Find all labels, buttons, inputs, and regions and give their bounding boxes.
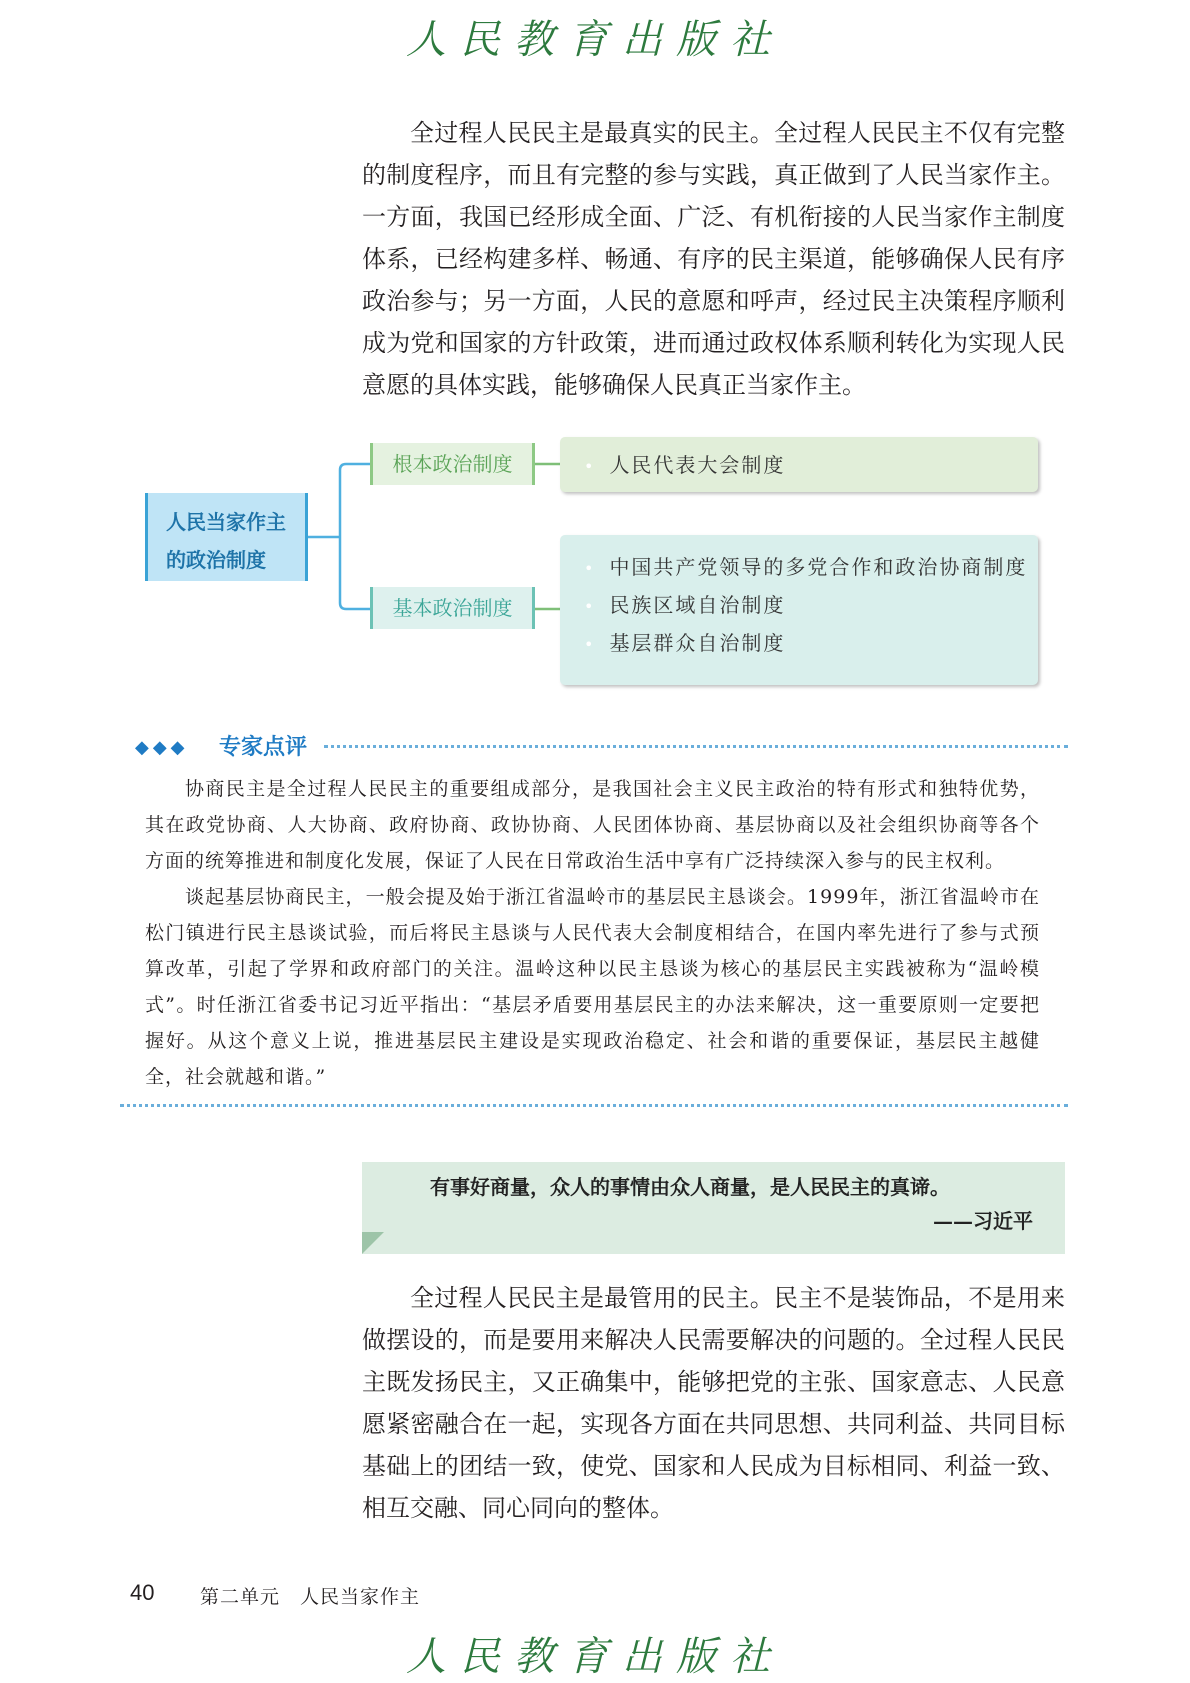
page-number: 40	[130, 1580, 155, 1605]
dotted-divider-top	[324, 745, 1068, 748]
quote-author: ——习近平	[933, 1209, 1033, 1233]
list-item: • 基层群众自治制度	[584, 625, 1038, 663]
list-item: • 中国共产党领导的多党合作和政治协商制度	[584, 549, 1038, 587]
expert-comment-title: 专家点评	[219, 735, 308, 760]
political-system-diagram	[0, 430, 1190, 690]
list-item: • 民族区域自治制度	[584, 587, 1038, 625]
expert-paragraph-2: 谈起基层协商民主，一般会提及始于浙江省温岭市的基层民主恳谈会。1999年，浙江省温岭市在松门镇进行民主恳谈试验，而后将民主恳谈与人民代表大会制度相结合，在国内率先进行了参与式预算改革，引起了学界和政府部门的关注。温岭这种以民主恳谈为核心的基层民主实践被称为“温岭模式”。时任浙江省委书记习近平指出：“基层矛盾要用基层民主的办法来解决，这一重要原则一定要把握好。从这个意义上说，推进基层民主建设是实现政治稳定、社会和谐的重要保证，基层民主越健全，社会就越和谐。”	[145, 886, 1040, 1088]
root-label-line-1: 人民当家作主	[166, 510, 286, 534]
list-item: • 人民代表大会制度	[584, 447, 1038, 485]
unit-title: 第二单元 人民当家作主	[200, 1586, 421, 1608]
diamond-icons: ◆◆◆	[135, 737, 189, 758]
diagram-root-node	[145, 493, 308, 581]
expert-paragraph-1: 协商民主是全过程人民民主的重要组成部分，是我国社会主义民主政治的特有形式和独特优势，其在政党协商、人大协商、政府协商、政协协商、人民团体协商、基层协商以及社会组织协商等各个方面的统筹推进和制度化发展，保证了人民在日常政治生活中享有广泛持续深入参与的民主权利。	[145, 778, 1040, 872]
quote-fold-corner	[362, 1232, 384, 1254]
branch-basic-system: 基本政治制度	[370, 587, 535, 629]
publisher-logo-top: 人民教育出版社	[406, 17, 784, 63]
branch-fundamental-system: 根本政治制度	[370, 443, 535, 485]
fundamental-system-items	[560, 437, 1038, 492]
dotted-divider-bottom	[120, 1104, 1068, 1107]
root-label-line-2: 的政治制度	[166, 548, 266, 572]
publisher-logo-bottom: 人民教育出版社	[406, 1634, 784, 1680]
quote-text: 有事好商量，众人的事情由众人商量，是人民民主的真谛。	[430, 1175, 950, 1199]
body-paragraph-2: 全过程人民民主是最管用的民主。民主不是装饰品，不是用来做摆设的，而是要用来解决人民需要解决的问题的。全过程人民民主既发扬民主，又正确集中，能够把党的主张、国家意志、人民意愿紧密融合在一起，实现各方面在共同思想、共同利益、共同目标基础上的团结一致，使党、国家和人民成为目标相同、利益一致、相互交融、同心同向的整体。	[362, 1284, 1065, 1522]
body-paragraph-1: 全过程人民民主是最真实的民主。全过程人民民主不仅有完整的制度程序，而且有完整的参与实践，真正做到了人民当家作主。一方面，我国已经形成全面、广泛、有机衔接的人民当家作主制度体系，已经构建多样、畅通、有序的民主渠道，能够确保人民有序政治参与；另一方面，人民的意愿和呼声，经过民主决策程序顺利成为党和国家的方针政策，进而通过政权体系顺利转化为实现人民意愿的具体实践，能够确保人民真正当家作主。	[362, 119, 1065, 399]
basic-system-items	[560, 535, 1038, 685]
